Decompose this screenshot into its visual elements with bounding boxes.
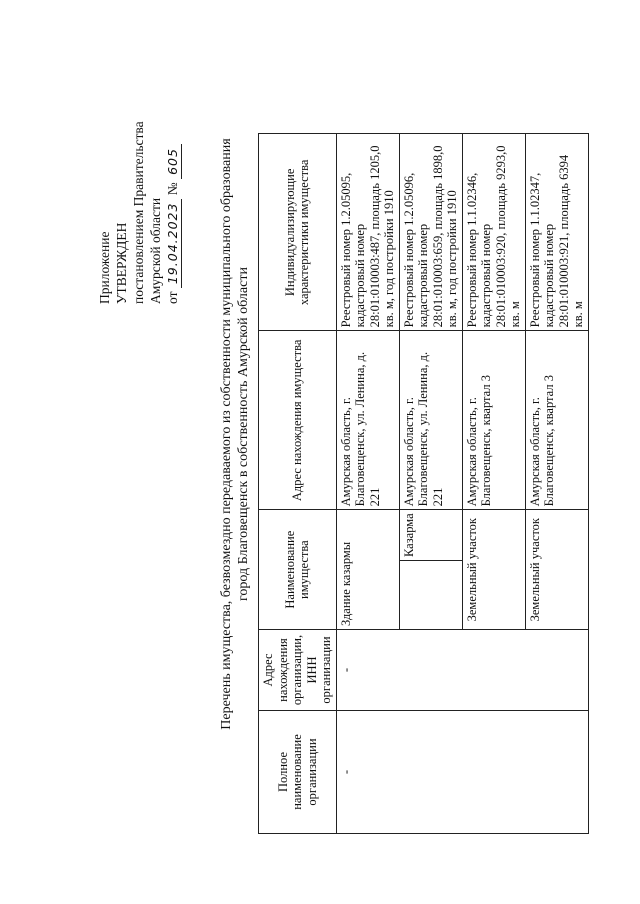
handwritten-number: 605 — [164, 144, 182, 179]
property-name-cell: Земельный участок — [462, 510, 525, 630]
header-property-name: Наименование имущества — [259, 510, 337, 630]
title-line: Перечень имущества, безвозмездно передаваемого из собственности муниципального образования — [219, 138, 234, 730]
number-prefix: № — [165, 182, 180, 196]
approval-line: Приложение — [97, 231, 112, 304]
title-line: город Благовещенск в собственность Амурской области — [236, 267, 251, 601]
approval-date-line — [164, 121, 182, 304]
document-title — [218, 64, 252, 804]
characteristics-cell: Реестровый номер 1.2.05095, кадастровый номер 28:01:010003:487, площадь 1205,0 кв. м, год постройки 1910 — [336, 134, 399, 331]
property-address-cell: Амурская область, г. Благовещенск, квартал 3 — [525, 331, 588, 510]
property-address-cell: Амурская область, г. Благовещенск, ул. Ленина, д. 221 — [336, 331, 399, 510]
property-name-cell: Казарма — [399, 510, 462, 561]
approval-line: УТВЕРЖДЕН — [114, 222, 129, 304]
org-name-cell: - — [336, 711, 588, 834]
header-property-address: Адрес нахождения имущества — [259, 331, 337, 510]
property-table — [258, 133, 589, 834]
table-header-row — [259, 134, 337, 834]
header-org-address: Адрес нахождения организации, ИНН организации — [259, 630, 337, 711]
characteristics-cell: Реестровый номер 1.1.02346, кадастровый номер 28:01:010003:920, площадь 9293,0 кв. м — [462, 134, 525, 331]
property-name-cell: Здание казармы — [336, 510, 399, 630]
characteristics-cell: Реестровый номер 1.1.02347, кадастровый номер 28:01:010003:921, площадь 6394 кв. м — [525, 134, 588, 331]
date-prefix: от — [165, 291, 180, 304]
approval-line: постановлением Правительства — [131, 121, 146, 304]
header-org-name: Полное наименование организации — [259, 711, 337, 834]
approval-line: Амурской области — [148, 197, 163, 304]
characteristics-cell: Реестровый номер 1.2.05096, кадастровый номер 28:01:010003:659, площадь 1898,0 кв. м, год постройки 1910 — [399, 134, 462, 331]
org-address-cell: - — [336, 630, 588, 711]
empty-cell — [399, 561, 462, 630]
property-address-cell: Амурская область, г. Благовещенск, квартал 3 — [462, 331, 525, 510]
approval-block — [96, 121, 182, 304]
header-characteristics: Индивидуализирующие характеристики имущества — [259, 134, 337, 331]
property-address-cell: Амурская область, г. Благовещенск, ул. Ленина, д. 221 — [399, 331, 462, 510]
property-name-cell: Земельный участок — [525, 510, 588, 630]
table-row — [336, 134, 399, 834]
handwritten-date: 19.04.2023 — [164, 199, 182, 289]
